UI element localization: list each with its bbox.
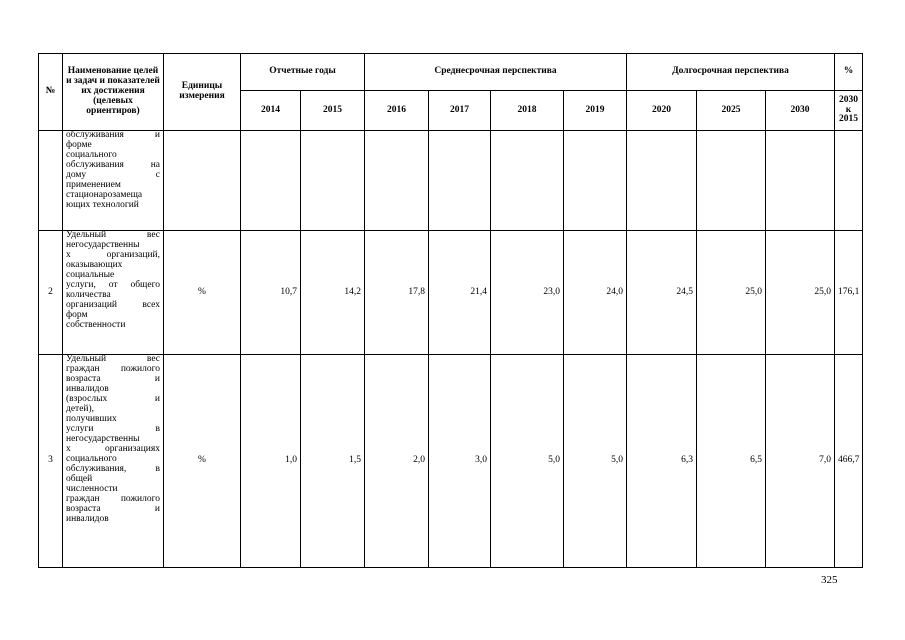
value-cell <box>491 131 564 231</box>
value-cell <box>429 131 491 231</box>
value-cell: 21,4 <box>429 231 491 355</box>
row-number: 3 <box>39 355 63 568</box>
header-year: 2016 <box>365 91 429 131</box>
value-cell <box>564 131 627 231</box>
indicator-name-line: социальные <box>66 269 115 280</box>
header-number: № <box>39 54 63 131</box>
table-row <box>39 231 863 355</box>
indicator-name <box>63 231 164 355</box>
indicator-name-line: социального <box>66 453 117 464</box>
indicator-name-line: услуги в <box>66 423 160 434</box>
value-cell: 23,0 <box>491 231 564 355</box>
header-year: 2017 <box>429 91 491 131</box>
indicator-name-line: Удельный вес <box>66 230 160 240</box>
value-cell: 1,0 <box>241 355 301 568</box>
indicator-name-line: возраста и <box>66 503 160 514</box>
value-cell <box>241 131 301 231</box>
value-cell <box>697 131 766 231</box>
header-group-mid: Среднесрочная перспектива <box>365 54 627 91</box>
value-cell: 17,8 <box>365 231 429 355</box>
indicator-name <box>63 355 164 568</box>
unit-cell: % <box>164 231 241 355</box>
header-year: 2019 <box>564 91 627 131</box>
value-cell <box>365 131 429 231</box>
indicator-name-line: инвалидов <box>66 383 109 394</box>
header-year: 2018 <box>491 91 564 131</box>
indicator-name-line: стационарозамеща <box>66 189 143 200</box>
value-cell: 25,0 <box>766 231 835 355</box>
indicator-name-line: х организациях <box>66 443 160 454</box>
header-group-reported: Отчетные годы <box>241 54 365 91</box>
pct-cell: 466,7 <box>835 355 863 568</box>
indicator-name-line: Удельный вес <box>66 354 160 364</box>
indicator-name-line: оказывающих <box>66 259 123 270</box>
indicator-name <box>63 131 164 231</box>
indicator-name-line: форм <box>66 309 88 320</box>
indicator-name-line: обслуживания на <box>66 159 160 170</box>
header-units: Единицы измерения <box>164 54 241 131</box>
indicator-name-line: детей), <box>66 403 95 414</box>
indicator-name-line: получивших <box>66 413 117 424</box>
value-cell: 24,5 <box>627 231 697 355</box>
unit-cell: % <box>164 355 241 568</box>
indicator-name-line: возраста и <box>66 373 160 384</box>
header-pct-label: 2030 к 2015 <box>835 91 863 131</box>
value-cell: 7,0 <box>766 355 835 568</box>
header-year: 2030 <box>766 91 835 131</box>
value-cell <box>627 131 697 231</box>
pct-cell <box>835 131 863 231</box>
value-cell: 5,0 <box>564 355 627 568</box>
value-cell: 24,0 <box>564 231 627 355</box>
unit-cell <box>164 131 241 231</box>
header-year: 2025 <box>697 91 766 131</box>
table-body <box>39 131 863 568</box>
value-cell: 6,5 <box>697 355 766 568</box>
value-cell: 10,7 <box>241 231 301 355</box>
value-cell: 6,3 <box>627 355 697 568</box>
table-row <box>39 131 863 231</box>
indicator-name-line: численности <box>66 483 118 494</box>
indicator-name-line: общей <box>66 473 93 484</box>
value-cell: 5,0 <box>491 355 564 568</box>
indicator-name-line: социального <box>66 149 117 160</box>
header-name: Наименование целей и задач и показателей их достижения (целевых ориентиров) <box>63 54 164 131</box>
header-group-long: Долгосрочная перспектива <box>627 54 835 91</box>
indicator-name-line: дому с <box>66 169 160 180</box>
indicator-name-line: организаций всех <box>66 299 160 310</box>
indicator-name-line: обслуживания, в <box>66 463 160 474</box>
table-row <box>39 355 863 568</box>
header-group-pct: % <box>835 54 863 91</box>
indicator-name-line: обслуживания и <box>66 130 160 140</box>
indicator-name-line: ющих технологий <box>66 199 139 210</box>
indicator-name-line: форме <box>66 139 92 150</box>
header-year: 2014 <box>241 91 301 131</box>
page-number: 325 <box>821 574 838 586</box>
value-cell <box>301 131 365 231</box>
indicators-table <box>38 53 863 568</box>
pct-cell: 176,1 <box>835 231 863 355</box>
indicator-name-line: количества <box>66 289 111 300</box>
indicator-name-line: (взрослых и <box>66 393 160 404</box>
row-number: 2 <box>39 231 63 355</box>
header-year: 2015 <box>301 91 365 131</box>
indicator-name-line: граждан пожилого <box>66 363 160 374</box>
value-cell: 25,0 <box>697 231 766 355</box>
value-cell: 3,0 <box>429 355 491 568</box>
indicator-name-line: применением <box>66 179 121 190</box>
indicator-name-line: негосударственны <box>66 433 140 444</box>
value-cell: 1,5 <box>301 355 365 568</box>
indicator-name-line: негосударственны <box>66 239 140 250</box>
header-year: 2020 <box>627 91 697 131</box>
value-cell <box>766 131 835 231</box>
indicator-name-line: инвалидов <box>66 513 109 524</box>
indicator-name-line: граждан пожилого <box>66 493 160 504</box>
indicator-name-line: х организаций, <box>66 249 160 260</box>
value-cell: 2,0 <box>365 355 429 568</box>
indicator-name-line: услуги, от общего <box>66 279 160 290</box>
value-cell: 14,2 <box>301 231 365 355</box>
indicator-name-line: собственности <box>66 319 126 330</box>
row-number <box>39 131 63 231</box>
